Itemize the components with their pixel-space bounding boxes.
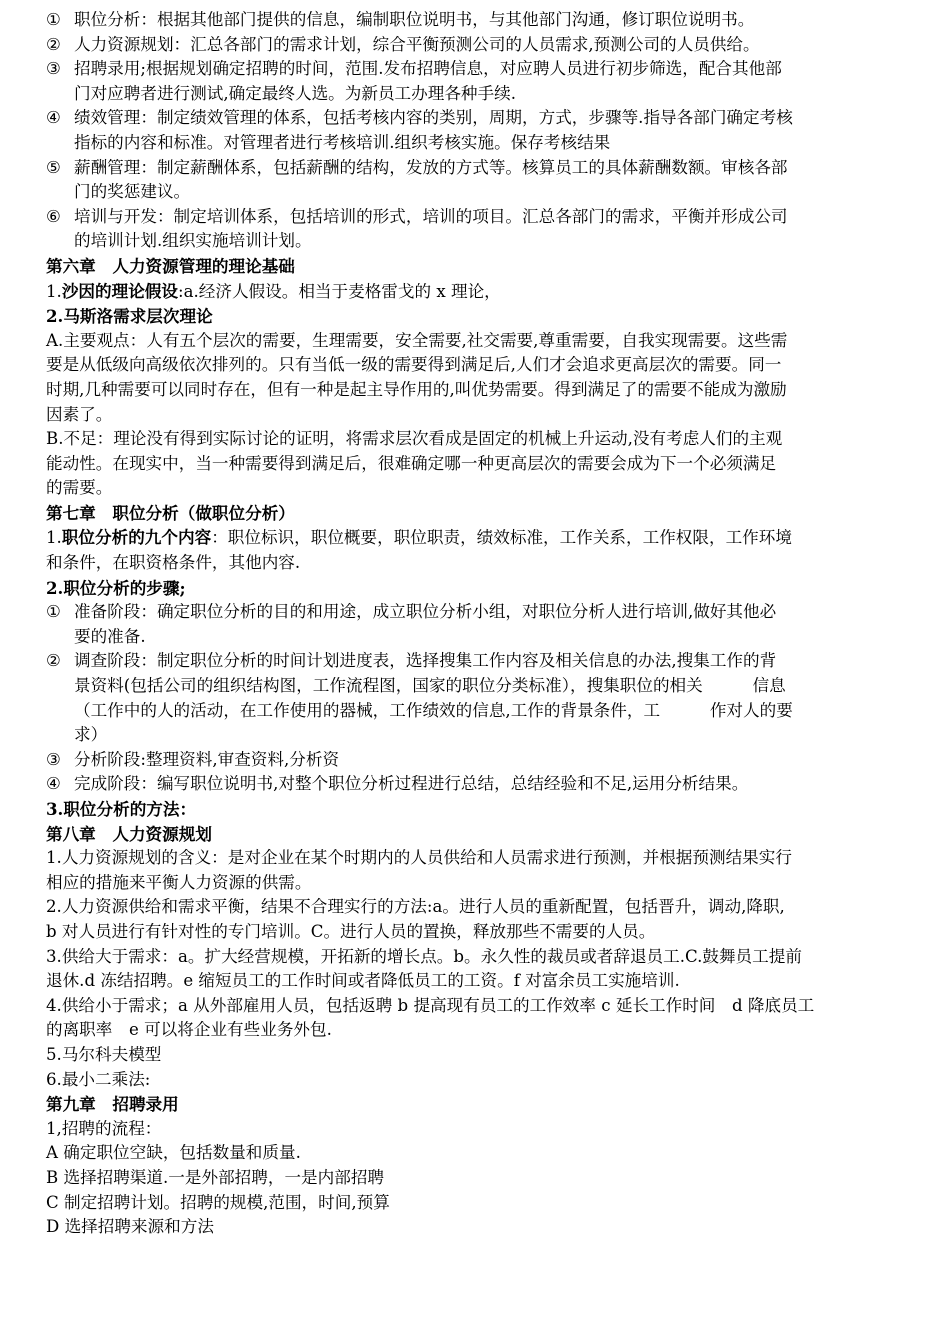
text-line: C 制定招聘计划。招聘的规模,范围，时间,预算 [46,1192,390,1212]
item-number: ⑤ [46,157,61,177]
paragraph [46,329,914,427]
text-line: 因素了。 [46,404,113,424]
item-number: ① [46,10,61,29]
text-line: 要是从低级向高级依次排列的。只有当低一级的需要得到满足后,人们才会追求更高层次的需要。同一 [46,355,782,375]
section-line: 1.职位分析的九个内容：职位标识，职位概要，职位职责，绩效标准，工作关系，工作权限，工作环境 [46,527,792,548]
item-text: 招聘录用;根据规划确定招聘的时间，范围.发布招聘信息，对应聘人员进行初步筛选，配合其他部 [74,59,782,79]
list-item [46,8,914,33]
chapter-body [46,846,914,1092]
text-line: 3.供给大于需求：a。扩大经营规模，开拓新的增长点。b。永久性的裁员或者辞退员工.C.鼓舞员工提前 [46,946,802,966]
duty-list [46,8,914,254]
section-heading: 3.职位分析的方法： [46,799,197,819]
text-line: A 确定职位空缺，包括数量和质量. [46,1143,301,1163]
item-text: 求） [74,725,108,745]
item-number: ③ [46,749,61,769]
item-text: 门的奖惩建议。 [74,182,191,202]
text-line: 的需要。 [46,478,113,498]
section-line: 1.沙因的理论假设:a.经济人假设。相当于麦格雷戈的 x 理论， [46,280,501,301]
item-text: 人力资源规划：汇总各部门的需求计划，综合平衡预测公司的人员需求,预测公司的人员供给。 [74,34,760,54]
item-text: 绩效管理：制定绩效管理的体系，包括考核内容的类别，周期，方式，步骤等.指导各部门确定考核 [74,108,793,128]
chapter-heading: 第六章 人力资源管理的理论基础 [46,255,295,276]
item-text: 的培训计划.组织实施培训计划。 [74,231,312,251]
list-item [46,156,914,205]
document-page [46,8,914,1240]
item-text: 薪酬管理：制定薪酬体系，包括薪酬的结构，发放的方式等。核算员工的具体薪酬数额。审核各部 [74,157,788,177]
text-line: b 对人员进行有针对性的专门培训。C。进行人员的置换，释放那些不需要的人员。 [46,921,656,941]
item-text: 指标的内容和标准。对管理者进行考核培训.组织考核实施。保存考核结果 [74,132,611,152]
text-line: 能动性。在现实中，当一种需要得到满足后，很难确定哪一种更高层次的需要会成为下一个必须满足 [46,453,777,473]
item-number: ② [46,34,61,54]
item-text: 门对应聘者进行测试,确定最终人选。为新员工办理各种手续. [74,83,516,103]
text-line: 时期,几种需要可以同时存在，但有一种是起主导作用的,叫优势需要。得到满足了的需要不能成为激励 [46,379,787,399]
text-line: 和条件，在职资格条件，其他内容. [46,553,301,573]
text-line: 的离职率 e 可以将企业有些业务外包. [46,1020,332,1040]
list-item [46,748,914,773]
text-line: 6.最小二乘法: [46,1069,151,1089]
list-item [46,205,914,254]
list-item [46,600,914,649]
list-item [46,772,914,797]
text-line: 4.供给小于需求；a 从外部雇用人员，包括返聘 b 提高现有员工的工作效率 c 延长工作时间 d 降底员工 [46,995,815,1015]
text-line: 退休.d 冻结招聘。e 缩短员工的工作时间或者降低员工的工资。f 对富余员工实施培训. [46,971,680,991]
section-heading: 2.职位分析的步骤; [46,577,186,598]
item-number: ④ [46,774,61,794]
item-number: ④ [46,108,61,128]
list-item [46,649,914,747]
text-line: A.主要观点：人有五个层次的需要，生理需要，安全需要,社交需要,尊重需要，自我实现需要。这些需 [46,330,788,350]
chapter-heading: 第七章 职位分析（做职位分析） [46,502,295,523]
steps-list [46,600,914,797]
item-number: ② [46,651,61,671]
item-text: 职位分析：根据其他部门提供的信息，编制职位说明书，与其他部门沟通，修订职位说明书。 [74,10,755,29]
item-text: 分析阶段:整理资料,审查资料,分析资 [74,749,340,769]
list-item [46,57,914,106]
item-text: 要的准备. [74,626,146,646]
item-text: 准备阶段：确定职位分析的目的和用途，成立职位分析小组，对职位分析人进行培训,做好其他必 [74,602,777,622]
text-line: B.不足：理论没有得到实际讨论的证明，将需求层次看成是固定的机械上升运动,没有考虑人们的主观 [46,429,783,449]
chapter-body [46,1117,914,1240]
chapter-heading: 第八章 人力资源规划 [46,823,212,844]
text-line: 5.马尔科夫模型 [46,1044,162,1064]
section-heading: 2.马斯洛需求层次理论 [46,306,213,327]
item-text: 完成阶段：编写职位说明书,对整个职位分析过程进行总结，总结经验和不足,运用分析结果。 [74,774,749,794]
item-text: 调查阶段：制定职位分析的时间计划进度表，选择搜集工作内容及相关信息的办法,搜集工作的背 [74,651,777,671]
list-item [46,106,914,155]
text-line: 1.人力资源规划的含义：是对企业在某个时期内的人员供给和人员需求进行预测，并根据预测结果实行 [46,848,792,868]
item-number: ③ [46,59,61,79]
text-line: 2.人力资源供给和需求平衡，结果不合理实行的方法:a。进行人员的重新配置，包括晋升，调动,降职, [46,897,785,917]
text-line: 相应的措施来平衡人力资源的供需。 [46,872,312,892]
item-text: 培训与开发：制定培训体系，包括培训的形式，培训的项目。汇总各部门的需求，平衡并形成公司 [74,206,788,226]
paragraph [46,427,914,501]
text-line: B 选择招聘渠道.一是外部招聘，一是内部招聘 [46,1167,385,1187]
item-text: 景资料(包括公司的组织结构图，工作流程图，国家的职位分类标准），搜集职位的相关 信息 [74,676,786,696]
chapter-heading: 第九章 招聘录用 [46,1094,179,1115]
text-line: D 选择招聘来源和方法 [46,1217,214,1237]
item-number: ① [46,602,61,622]
item-number: ⑥ [46,206,61,226]
list-item [46,33,914,58]
item-text: （工作中的人的活动，在工作使用的器械，工作绩效的信息,工作的背景条件，工 作对人的要 [74,700,793,720]
text-line: 1,招聘的流程： [46,1118,162,1138]
